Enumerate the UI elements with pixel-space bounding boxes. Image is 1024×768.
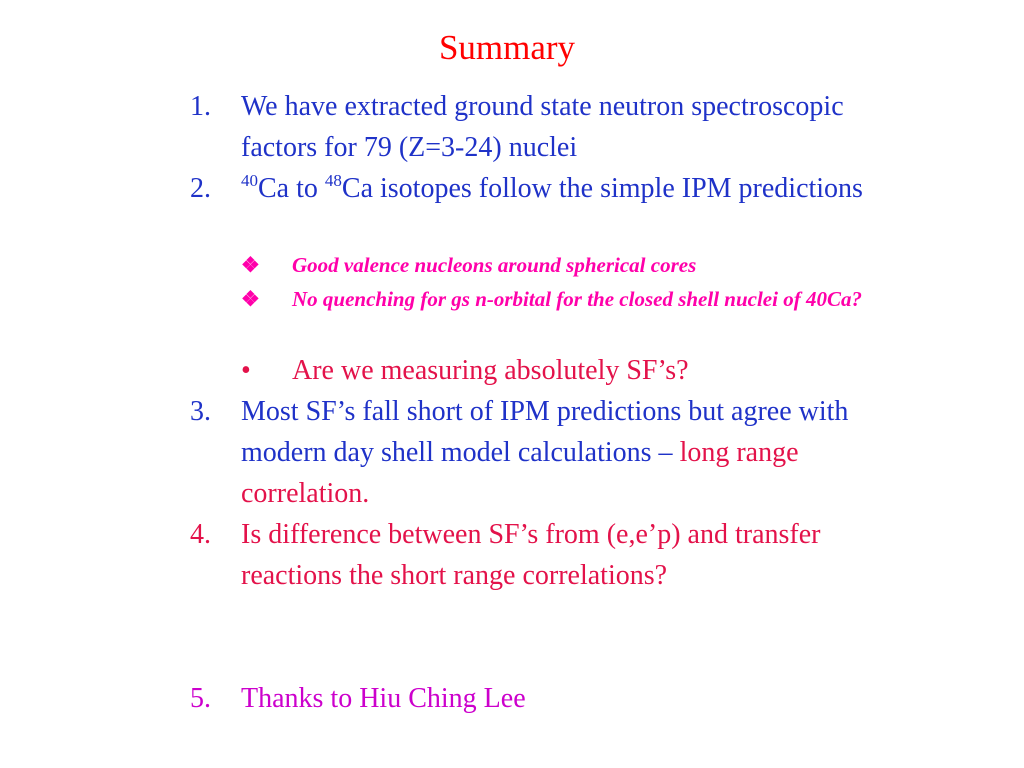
item-text [241, 391, 880, 514]
sub-item-text: No quenching for gs n-orbital for the closed shell nuclei of 40Ca? [292, 287, 862, 311]
sub-item-text: Good valence nucleons around spherical cores [292, 253, 697, 277]
item-number: 3. [190, 396, 211, 427]
item-text: Is difference between SF’s from (e,e’p) and transfer reactions the short range correlations? [241, 519, 821, 591]
item-number: 1. [190, 91, 211, 122]
sub-item-text: Are we measuring absolutely SF’s? [292, 355, 689, 386]
summary-item-3 [190, 391, 880, 514]
mass-number-40: 40 [241, 171, 258, 190]
summary-item-1 [190, 86, 880, 168]
item-text-part2: Ca isotopes follow the simple IPM predictions [341, 173, 863, 204]
item-text-part1: Ca to [258, 173, 325, 204]
sub-item-2a [241, 250, 891, 281]
item-text: We have extracted ground state neutron spectroscopic factors for 79 (Z=3-24) nuclei [241, 91, 844, 163]
item-number: 4. [190, 519, 211, 550]
item-text-highlight: long range correlation. [241, 437, 799, 509]
item-number: 2. [190, 173, 211, 204]
bullet-icon: • [241, 355, 251, 386]
summary-item-4 [190, 514, 880, 596]
mass-number-48: 48 [324, 171, 342, 190]
item-text-blue: Most SF’s fall short of IPM predictions but agree with modern day shell model calculations – [241, 396, 849, 468]
sub-item-2b [241, 284, 891, 315]
diamond-bullet-icon: ❖ [241, 287, 260, 311]
item-number: 5. [190, 683, 211, 714]
summary-item-5 [190, 678, 880, 719]
summary-item-2 [190, 168, 880, 209]
item-text: Thanks to Hiu Ching Lee [241, 683, 526, 714]
item-text [241, 168, 880, 209]
sub-item-2c [241, 350, 891, 391]
slide-title: Summary [438, 28, 576, 67]
diamond-bullet-icon: ❖ [241, 253, 260, 277]
